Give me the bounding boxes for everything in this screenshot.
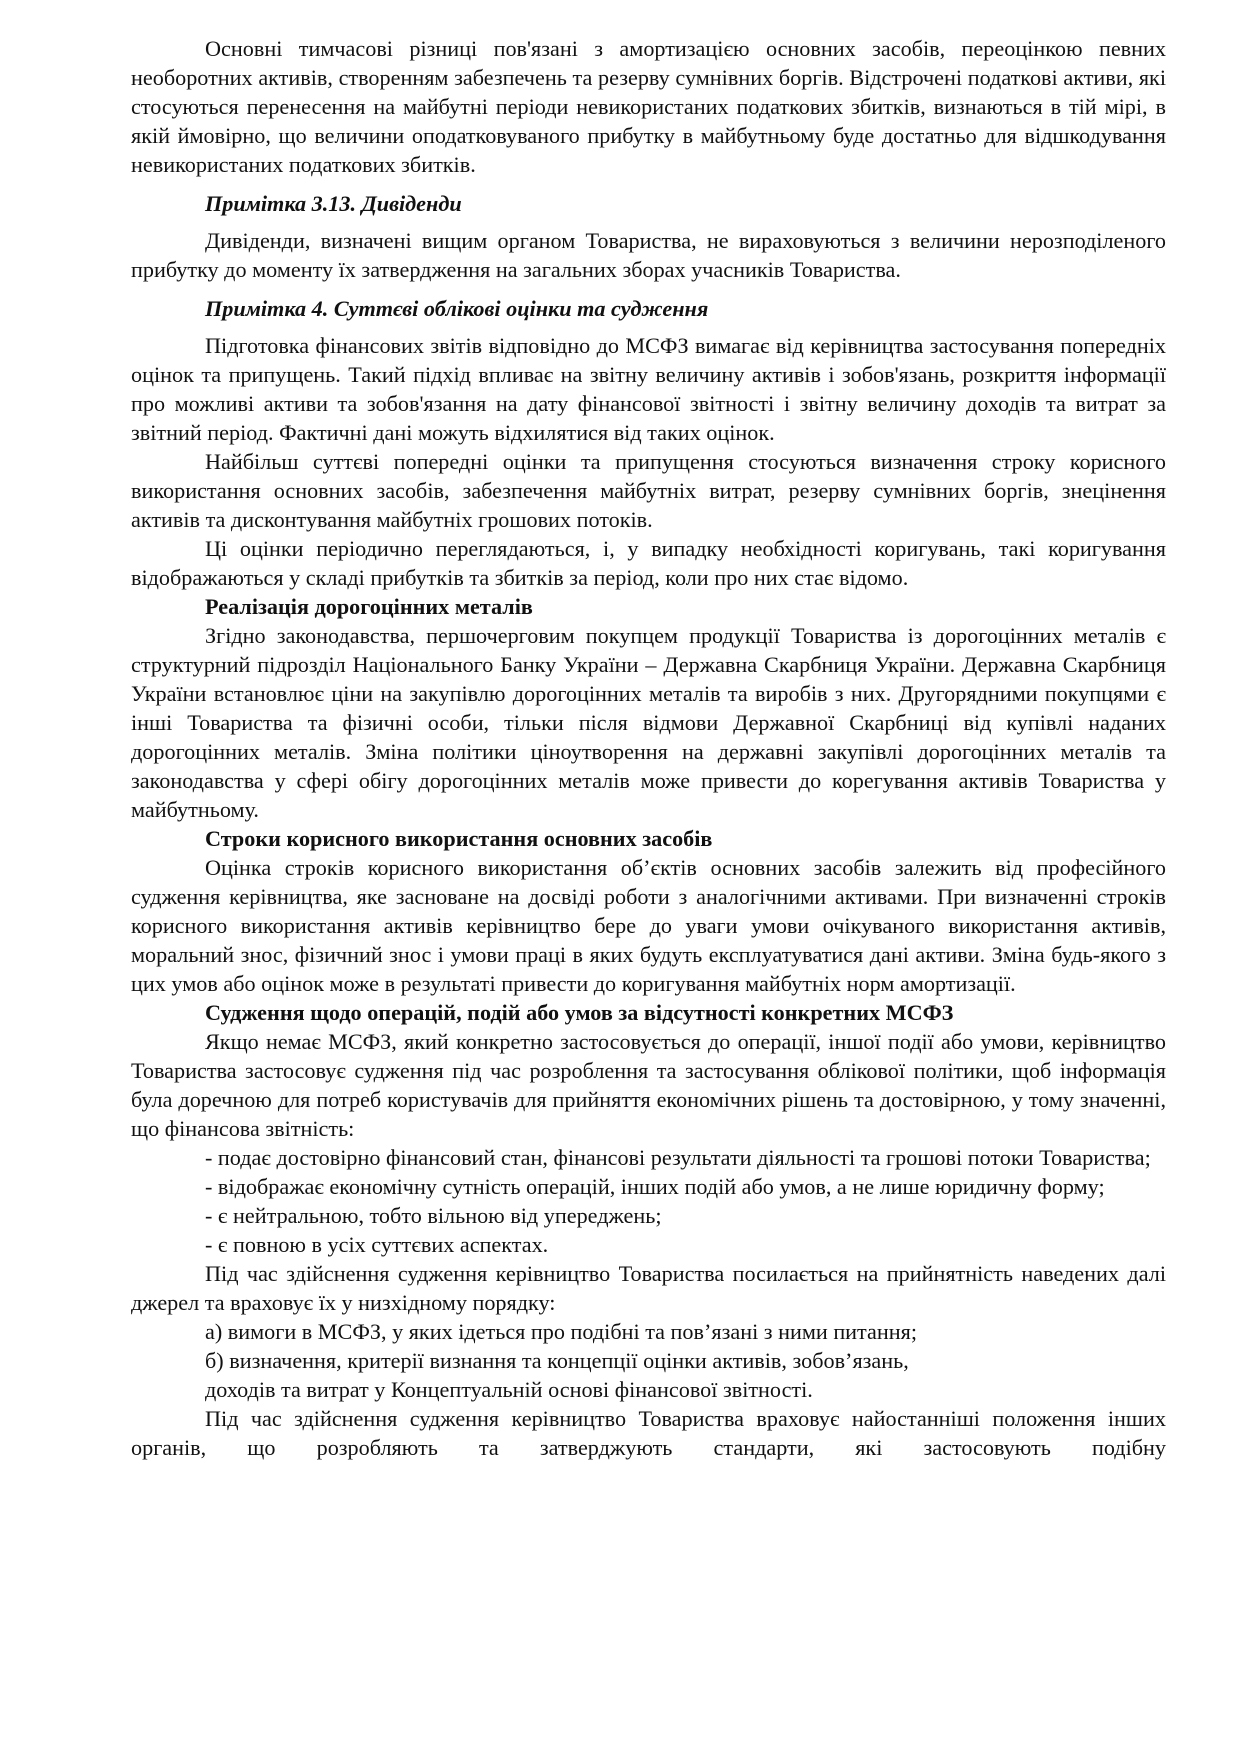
paragraph-key-estimates: Найбільш суттєві попередні оцінки та припущення стосуються визначення строку корисного використання основних засобів, забезпечення майбутніх витрат, резерву сумнівних боргів, знецінення активів та дисконтування майбутніх грошових потоків. [131, 449, 1166, 532]
list-item-b: б) визначення, критерії визнання та концепції оцінки активів, зобов’язань, [205, 1348, 909, 1373]
heading-precious-metals: Реалізація дорогоцінних металів [205, 594, 533, 619]
paragraph-estimates-intro: Підготовка фінансових звітів відповідно до МСФЗ вимагає від керівництва застосування попередніх оцінок та припущень. Такий підхід впливає на звітну величину активів і зобов'язань, розкриття інформації про можливі активи та зобов'язання на дату фінансової звітності і звітну величину доходів та витрат за звітний період. Фактичні дані можуть відхилятися від таких оцінок. [131, 333, 1166, 445]
paragraph-useful-life: Оцінка строків корисного використання об’єктів основних засобів залежить від професійного судження керівництва, яке засноване на досвіді роботи з аналогічними активами. При визначенні строків корисного використання активів керівництво бере до уваги умови очікуваного використання активів, моральний знос, фізичний знос і умови праці в яких будуть експлуатуватися дані активи. Зміна будь-якого з цих умов або оцінок може в результаті привести до коригування майбутніх норм амортизації. [131, 855, 1166, 996]
paragraph-other-bodies: Під час здійснення судження керівництво Товариства враховує найостанніші положення інших органів, що розробляють та затверджують стандарти, які застосовують подібну [131, 1406, 1166, 1460]
paragraph-estimates-review: Ці оцінки періодично переглядаються, і, у випадку необхідності коригувань, такі коригування відображаються у складі прибутків та збитків за період, коли про них стає відомо. [131, 536, 1166, 590]
list-item-reliable: - подає достовірно фінансовий стан, фінансові результати діяльності та грошові потоки Товариства; [205, 1145, 1151, 1170]
list-item-a: а) вимоги в МСФЗ, у яких ідеться про подібні та пов’язані з ними питання; [205, 1319, 917, 1344]
paragraph-temporary-differences: Основні тимчасові різниці пов'язані з амортизацією основних засобів, переоцінкою певних необоротних активів, створенням забезпечень та резерву сумнівних боргів. Відстрочені податкові активи, які стосуються перенесення на майбутні періоди невикористаних податкових збитків, визнаються в тій мірі, в якій ймовірно, що величини оподатковуваного прибутку в майбутньому буде достатньо для відшкодування невикористаних податкових збитків. [131, 36, 1166, 177]
list-item-b-continued: доходів та витрат у Концептуальній основі фінансової звітності. [205, 1377, 813, 1402]
paragraph-sources: Під час здійснення судження керівництво Товариства посилається на прийнятність наведених далі джерел та враховує їх у низхідному порядку: [131, 1261, 1166, 1315]
heading-note-4: Примітка 4. Суттєві облікові оцінки та судження [205, 296, 709, 321]
document-page [131, 34, 1166, 1462]
list-item-complete: - є повною в усіх суттєвих аспектах. [205, 1232, 549, 1257]
heading-judgement: Судження щодо операцій, подій або умов за відсутності конкретних МСФЗ [205, 1000, 954, 1025]
list-item-neutral: - є нейтральною, тобто вільною від упереджень; [205, 1203, 662, 1228]
heading-note-3-13: Примітка 3.13. Дивіденди [205, 191, 462, 216]
heading-useful-life: Строки корисного використання основних засобів [205, 826, 713, 851]
list-item-substance: - відображає економічну сутність операцій, інших подій або умов, а не лише юридичну форму; [205, 1174, 1105, 1199]
paragraph-dividends: Дивіденди, визначені вищим органом Товариства, не вираховуються з величини нерозподіленого прибутку до моменту їх затвердження на загальних зборах учасників Товариства. [131, 228, 1166, 282]
paragraph-precious-metals: Згідно законодавства, першочерговим покупцем продукції Товариства із дорогоцінних металів є структурний підрозділ Національного Банку України – Державна Скарбниця України. Державна Скарбниця України встановлює ціни на закупівлю дорогоцінних металів та виробів з них. Другорядними покупцями є інші Товариства та фізичні особи, тільки після відмови Державної Скарбниці від купівлі наданих дорогоцінних металів. Зміна політики ціноутворення на державні закупівлі дорогоцінних металів та законодавства у сфері обігу дорогоцінних металів може привести до корегування активів Товариства у майбутньому. [131, 623, 1166, 822]
paragraph-judgement: Якщо немає МСФЗ, який конкретно застосовується до операції, іншої події або умови, керівництво Товариства застосовує судження під час розроблення та застосування облікової політики, щоб інформація була доречною для потреб користувачів для прийняття економічних рішень та достовірною, у тому значенні, що фінансова звітність: [131, 1029, 1166, 1141]
